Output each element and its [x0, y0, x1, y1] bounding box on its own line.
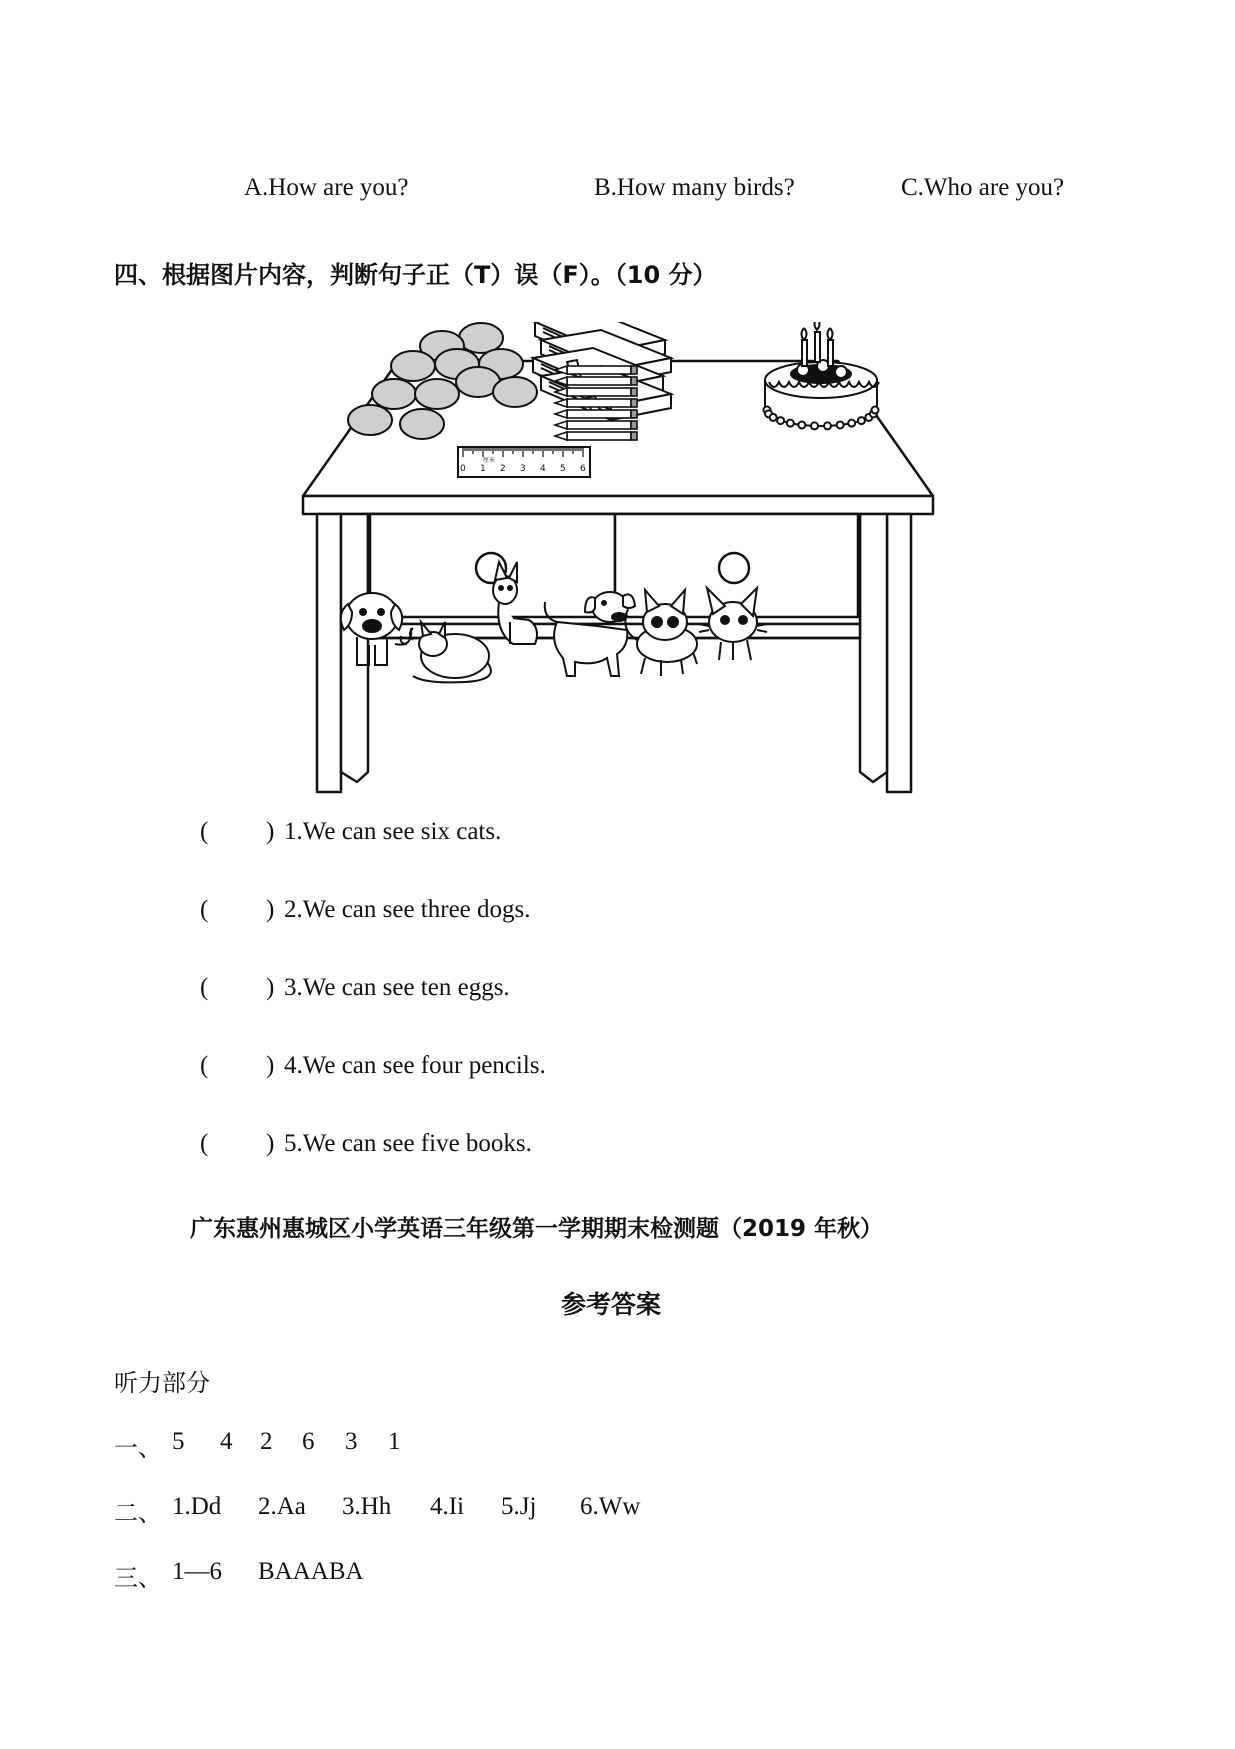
- answer-item: 3: [345, 1428, 358, 1455]
- question-row: [200, 1130, 900, 1164]
- answer-blank-open[interactable]: (: [200, 1130, 209, 1157]
- egg: [391, 351, 435, 381]
- answer-blank-close: ): [266, 818, 275, 845]
- answer-item: 6: [302, 1428, 315, 1455]
- candle: [828, 328, 834, 366]
- egg: [493, 377, 537, 407]
- answer-item: 6.Ww: [580, 1493, 641, 1520]
- answer-item: 5: [172, 1428, 185, 1455]
- ruler: [458, 447, 590, 477]
- answer-blank-close: ): [266, 1130, 275, 1157]
- egg: [400, 409, 444, 439]
- question-row: [200, 818, 900, 852]
- answer-item: 1—6: [172, 1558, 222, 1585]
- answer-item: 1.Dd: [172, 1493, 222, 1520]
- answer-item: 2.Aa: [258, 1493, 306, 1520]
- question-text: 4.We can see four pencils.: [284, 1052, 546, 1079]
- pencil: [555, 421, 637, 429]
- ruler-label: 5: [560, 464, 566, 474]
- ruler-label: 4: [540, 464, 546, 474]
- answer-item: 1: [388, 1428, 401, 1455]
- egg: [372, 379, 416, 409]
- question-text: 5.We can see five books.: [284, 1130, 532, 1157]
- cake-decoration: [837, 421, 844, 428]
- cake-decoration: [811, 422, 818, 429]
- answer-line: [114, 1558, 814, 1592]
- ruler-label: 0: [460, 464, 466, 474]
- answer-item: 4: [220, 1428, 233, 1455]
- question-text: 2.We can see three dogs.: [284, 896, 531, 923]
- pencil: [555, 399, 637, 407]
- question-text: 1.We can see six cats.: [284, 818, 502, 845]
- ruler-unit: 厘米: [483, 457, 496, 464]
- option-a: A.How are you?: [244, 174, 409, 201]
- table-illustration: [295, 322, 945, 798]
- question-row: [200, 974, 900, 1008]
- ruler-label: 6: [580, 464, 586, 474]
- pencil: [555, 377, 637, 385]
- answer-line-number: 二、: [114, 1499, 162, 1527]
- ruler-label: 3: [520, 464, 526, 474]
- pencil: [555, 432, 637, 440]
- question-text: 3.We can see ten eggs.: [284, 974, 510, 1001]
- option-b: B.How many birds?: [594, 174, 795, 201]
- answer-blank-close: ): [266, 974, 275, 1001]
- answer-blank-open[interactable]: (: [200, 974, 209, 1001]
- question-row: [200, 896, 900, 930]
- table-leg-left: [317, 514, 341, 792]
- answer-blank-open[interactable]: (: [200, 896, 209, 923]
- answer-item: 5.Jj: [501, 1493, 537, 1520]
- pencil: [555, 410, 637, 418]
- answer-blank-open[interactable]: (: [200, 1052, 209, 1079]
- egg: [348, 405, 392, 435]
- cake-decoration: [777, 417, 784, 424]
- answer-item: BAAABA: [258, 1558, 364, 1585]
- drawer-knob-right: [719, 553, 749, 583]
- answer-blank-close: ): [266, 1052, 275, 1079]
- answer-item: 3.Hh: [342, 1493, 392, 1520]
- answer-line: [114, 1493, 814, 1527]
- table-edge: [303, 496, 933, 514]
- answer-item: 2: [260, 1428, 273, 1455]
- cake-decoration: [848, 420, 855, 427]
- answer-blank-open[interactable]: (: [200, 818, 209, 845]
- answer-line-number: 一、: [114, 1434, 162, 1462]
- egg: [415, 379, 459, 409]
- answer-line-number: 三、: [114, 1564, 162, 1592]
- answer-blank-close: ): [266, 896, 275, 923]
- cake-decoration: [858, 417, 865, 424]
- option-c: C.Who are you?: [901, 174, 1065, 201]
- ruler-label: 2: [500, 464, 506, 474]
- cake-decoration: [872, 407, 879, 414]
- cake-decoration: [824, 422, 831, 429]
- cake-decoration: [770, 414, 777, 421]
- answer-item: 4.Ii: [430, 1493, 465, 1520]
- pencil: [555, 366, 637, 374]
- cake-decoration: [787, 420, 794, 427]
- section-heading: 四、根据图片内容，判断句子正（T）误（F）。（10 分）: [114, 261, 717, 289]
- cake-decoration: [798, 421, 805, 428]
- ruler-label: 1: [480, 464, 486, 474]
- question-row: [200, 1052, 900, 1086]
- table-leg-right: [887, 514, 911, 792]
- candle: [802, 328, 808, 366]
- pencil: [555, 388, 637, 396]
- answer-key-subtitle: 参考答案: [561, 1290, 662, 1319]
- candle: [815, 322, 821, 362]
- listening-section-label: 听力部分: [114, 1369, 210, 1397]
- birthday-cake: [764, 322, 880, 429]
- pencils: [555, 366, 637, 440]
- answer-key-title: 广东惠州惠城区小学英语三年级第一学期期末检测题（2019 年秋）: [190, 1216, 884, 1242]
- answer-line: [114, 1428, 814, 1462]
